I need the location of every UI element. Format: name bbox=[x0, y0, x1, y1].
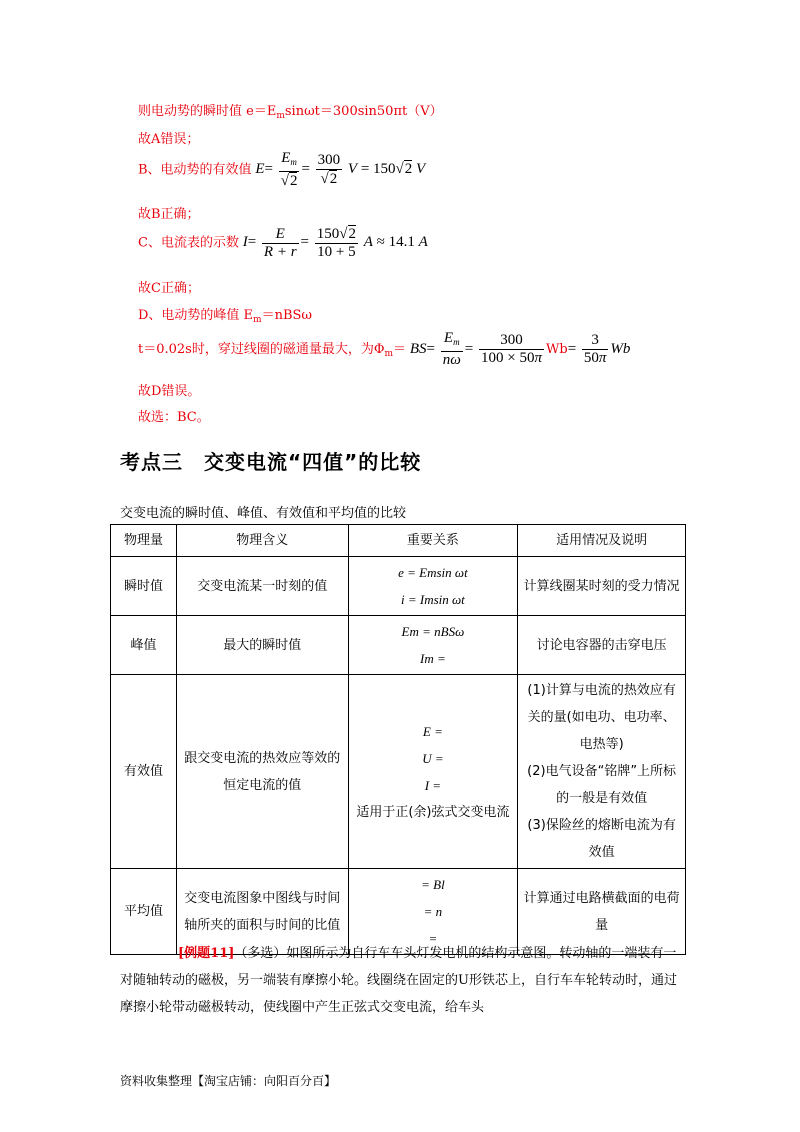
d-peak-line: D、电动势的峰值 $E_m=nBS\omega$ bbox=[138, 308, 313, 325]
row-usage: 计算线圈某时刻的受力情况 bbox=[518, 557, 686, 616]
header-quantity: 物理量 bbox=[111, 525, 177, 557]
row-meaning: 交变电流某一时刻的值 bbox=[176, 557, 348, 616]
table-header-row bbox=[111, 525, 686, 557]
row-name: 平均值 bbox=[111, 869, 177, 955]
d-wrong: 故D错误。 bbox=[138, 384, 201, 399]
table-row bbox=[111, 557, 686, 616]
row-relation: e = Emsin ωt i = Imsin ωt bbox=[348, 557, 518, 616]
row-relation: E = U = I = 适用于正(余)弦式交变电流 bbox=[348, 675, 518, 869]
row-name: 有效值 bbox=[111, 675, 177, 869]
row-name: 瞬时值 bbox=[111, 557, 177, 616]
b-effective-emf-line: B、电动势的有效值 E= $\frac{E_m}{√2}$ = $\frac{300}{√2}$ V = 150√2 V bbox=[138, 150, 426, 189]
section-title: 考点三 交变电流“四值”的比较 bbox=[120, 450, 422, 474]
row-usage: 计算通过电路横截面的电荷量 bbox=[518, 869, 686, 955]
header-meaning: 物理含义 bbox=[176, 525, 348, 557]
c-ok: 故C正确； bbox=[138, 281, 200, 296]
four-values-table bbox=[110, 524, 686, 955]
row-relation: Em = nBSω Im = bbox=[348, 616, 518, 675]
header-usage: 适用情况及说明 bbox=[518, 525, 686, 557]
example-paragraph bbox=[120, 940, 682, 1021]
header-relation: 重要关系 bbox=[348, 525, 518, 557]
table-caption: 交变电流的瞬时值、峰值、有效值和平均值的比较 bbox=[120, 506, 407, 521]
c-ammeter-line: C、电流表的示数 I= $\frac{E}{R + r}$ = $\frac{150√2}{10 + 5}$ A ≈ 14.1 A bbox=[138, 225, 428, 260]
flux-line: t＝0.02s时，穿过线圈的磁通量最大，为$\Phi_m= BS=$ $\frac{E_m}{n\omega}$ = $\frac{300}{100 \times 50\pi}$ Wb= $\frac{3}{50\pi}$ Wb bbox=[138, 330, 631, 368]
row-meaning: 最大的瞬时值 bbox=[176, 616, 348, 675]
instant-emf-line: 则电动势的瞬时值 $e=E_m\sin\omega t=300\sin 50\pi t(V)$ bbox=[138, 104, 443, 121]
row-usage: (1)计算与电流的热效应有关的量(如电功、电功率、电热等) (2)电气设备“铭牌”上所标的一般是有效值 (3)保险丝的熔断电流为有效值 bbox=[518, 675, 686, 869]
table-row bbox=[111, 675, 686, 869]
row-name: 峰值 bbox=[111, 616, 177, 675]
row-usage: 讨论电容器的击穿电压 bbox=[518, 616, 686, 675]
example-tag: [例题11] bbox=[178, 946, 235, 961]
row-relation: = Bl = n = bbox=[348, 869, 518, 955]
page-footer: 资料收集整理【淘宝店铺：向阳百分百】 bbox=[120, 1074, 337, 1088]
a-wrong: 故A错误； bbox=[138, 132, 200, 147]
row-meaning: 跟交变电流的热效应等效的恒定电流的值 bbox=[176, 675, 348, 869]
row-meaning: 交变电流图象中图线与时间轴所夹的面积与时间的比值 bbox=[176, 869, 348, 955]
b-ok: 故B正确； bbox=[138, 207, 200, 222]
table-row bbox=[111, 616, 686, 675]
example-text: （多选）如图所示为自行车车头灯发电机的结构示意图。转动轴的一端装有一对随轴转动的磁极，另一端装有摩擦小轮。线圈绕在固定的U形铁芯上，自行车车轮转动时，通过摩擦小轮带动磁极转动，使线圈中产生正弦式交变电流，给车头 bbox=[120, 946, 677, 1015]
answer: 故选：BC。 bbox=[138, 410, 210, 425]
